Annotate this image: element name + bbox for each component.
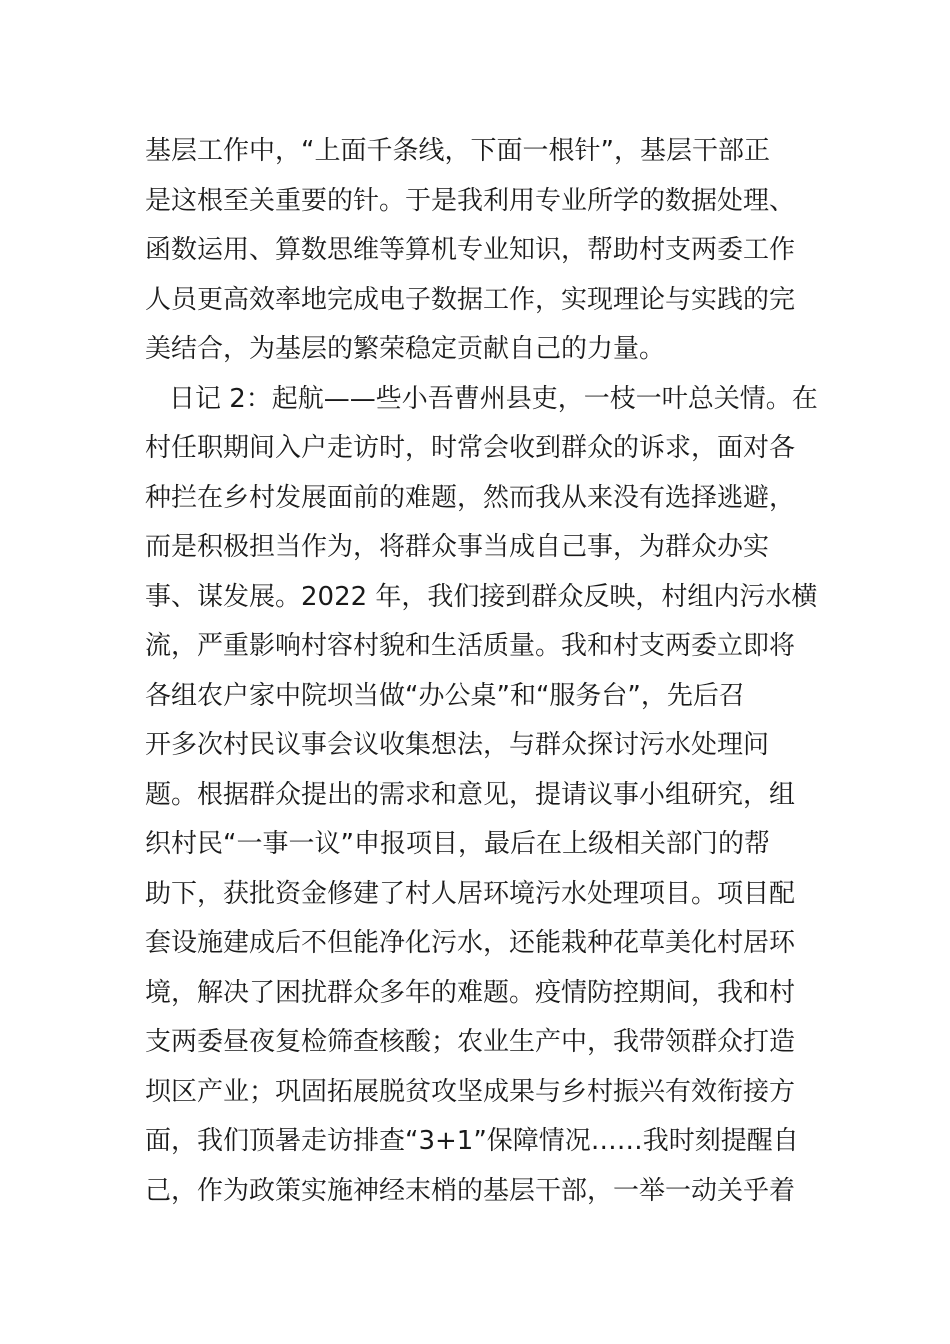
body-text <box>145 127 818 1216</box>
text-line: 函数运用、算数思维等算机专业知识，帮助村支两委工作 <box>145 235 796 265</box>
text-line: 面，我们顶暑走访排查“3+1”保障情况……我时刻提醒自 <box>145 1126 799 1156</box>
text-line: 境，解决了困扰群众多年的难题。疫情防控期间，我和村 <box>145 977 796 1008</box>
text-line: 坝区产业；巩固拓展脱贫攻坚成果与乡村振兴有效衔接方 <box>145 1076 796 1107</box>
text-line: 己，作为政策实施神经末梢的基层干部，一举一动关乎着 <box>145 1175 796 1206</box>
text-line: 而是积极担当作为，将群众事当成自己事，为群众办实 <box>145 532 770 562</box>
text-line: 支两委昼夜复检筛查核酸；农业生产中，我带领群众打造 <box>145 1027 796 1057</box>
text-line: 织村民“一事一议”申报项目，最后在上级相关部门的帮 <box>145 829 770 859</box>
text-line: 美结合，为基层的繁荣稳定贡献自己的力量。 <box>145 334 666 364</box>
text-line: 是这根至关重要的针。于是我利用专业所学的数据处理、 <box>145 185 796 216</box>
text-line: 流，严重影响村容村貌和生活质量。我和村支两委立即将 <box>145 631 796 661</box>
text-line: 种拦在乡村发展面前的难题，然而我从来没有选择逃避， <box>145 482 796 513</box>
text-line: 题。根据群众提出的需求和意见，提请议事小组研究，组 <box>145 779 796 810</box>
text-line: 套设施建成后不但能净化污水，还能栽种花草美化村居环 <box>145 928 796 958</box>
text-line: 开多次村民议事会议收集想法，与群众探讨污水处理问 <box>145 730 770 760</box>
text-line: 日记 2：起航——些小吾曹州县吏，一枝一叶总关情。在 <box>169 383 818 414</box>
text-line: 事、谋发展。2022 年，我们接到群众反映，村组内污水横 <box>145 581 818 612</box>
text-line: 助下，获批资金修建了村人居环境污水处理项目。项目配 <box>145 878 796 909</box>
text-line: 人员更高效率地完成电子数据工作，实现理论与实践的完 <box>145 284 796 315</box>
text-line: 村任职期间入户走访时，时常会收到群众的诉求，面对各 <box>145 433 796 463</box>
text-line: 基层工作中，“上面千条线，下面一根针”，基层干部正 <box>145 136 770 166</box>
text-line: 各组农户家中院坝当做“办公桌”和“服务台”，先后召 <box>145 680 745 711</box>
